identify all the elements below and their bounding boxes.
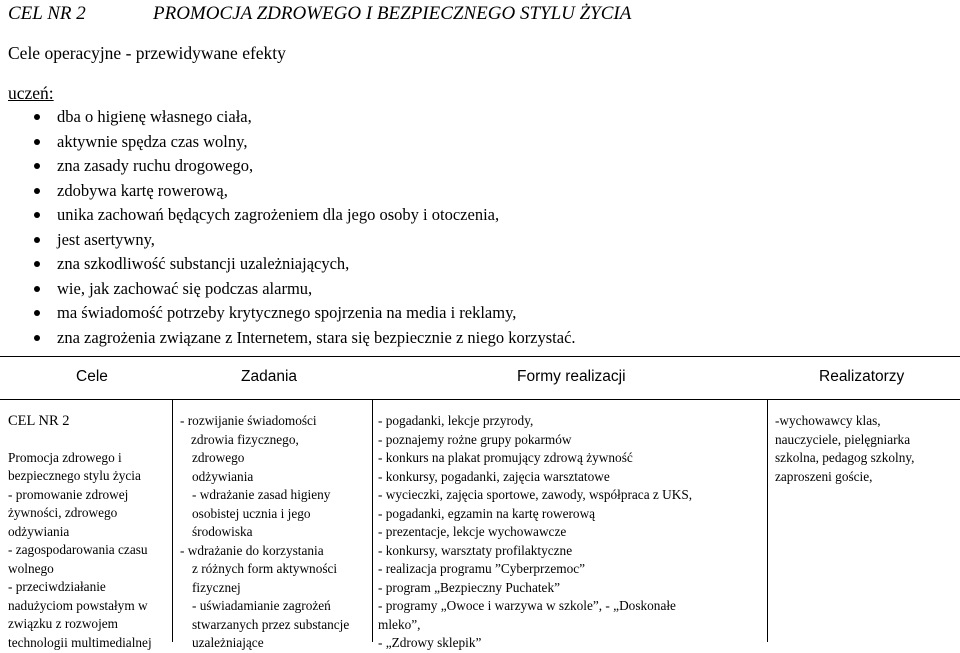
header-realizatorzy: Realizatorzy <box>819 368 905 385</box>
column-divider <box>172 400 173 642</box>
list-item: zdobywa kartę rowerową, <box>0 180 576 205</box>
uczen-label: uczeń: <box>8 83 54 103</box>
goal-number: CEL NR 2 <box>8 3 86 24</box>
goal-title: PROMOCJA ZDROWEGO I BEZPIECZNEGO STYLU ŻYCIA <box>153 3 632 24</box>
list-item: zna zasady ruchu drogowego, <box>0 155 576 180</box>
list-item: ma świadomość potrzeby krytycznego spojrzenia na media i reklamy, <box>0 302 576 327</box>
cell-formy: - pogadanki, lekcje przyrody, - poznajemy rożne grupy pokarmów - konkurs na plakat promujący zdrową żywność - konkursy, pogadanki, zajęcia warsztatowe - wycieczki, zajęcia sportowe, zawody, współpraca z UKS, - pogadanki, egzamin na kartę rowerową - prezentacje, lekcje wychowawcze - konkursy, warsztaty profilaktyczne - realizacja programu ”Cyberprzemoc” - program „Bezpieczny Puchatek” - programy „Owoce i warzywa w szkole”, - „Doskonałe mleko”, - „Zdrowy sklepik” <box>378 413 693 650</box>
table-header-row <box>0 366 960 392</box>
bullet-icon <box>34 114 40 120</box>
bullet-icon <box>34 237 40 243</box>
bullet-icon <box>34 188 40 194</box>
section-subtitle: Cele operacyjne - przewidywane efekty <box>8 43 286 63</box>
list-item: zna szkodliwość substancji uzależniających, <box>0 253 576 278</box>
bullet-icon <box>34 310 40 316</box>
goals-list <box>0 106 576 351</box>
table-top-border <box>0 356 960 357</box>
bullet-icon <box>34 261 40 267</box>
column-divider <box>372 400 373 642</box>
cell-goal-number: CEL NR 2 <box>8 413 70 429</box>
list-item: zna zagrożenia związane z Internetem, stara się bezpiecznie z niego korzystać. <box>0 327 576 352</box>
bullet-icon <box>34 286 40 292</box>
table-header-border <box>0 399 960 400</box>
column-divider <box>767 400 768 642</box>
document-header <box>8 3 632 25</box>
cell-cele: CEL NR 2 Promocja zdrowego i bezpiecznego stylu życia - promowanie zdrowej żywności, zdrowego odżywiania - zagospodarowania czasu wolnego - przeciwdziałanie nadużyciom powstałym w związku z rozwojem technologii multimedialnej <box>8 412 168 652</box>
list-item: aktywnie spędza czas wolny, <box>0 131 576 156</box>
bullet-icon <box>34 212 40 218</box>
header-zadania: Zadania <box>241 368 298 385</box>
cell-realizatorzy: -wychowawcy klas, nauczyciele, pielęgniarka szkolna, pedagog szkolny, zaproszeni goście, <box>775 413 915 484</box>
list-item: wie, jak zachować się podczas alarmu, <box>0 278 576 303</box>
bullet-icon <box>34 139 40 145</box>
header-formy: Formy realizacji <box>517 368 626 385</box>
bullet-icon <box>34 335 40 341</box>
bullet-icon <box>34 163 40 169</box>
list-item: jest asertywny, <box>0 229 576 254</box>
list-item: dba o higienę własnego ciała, <box>0 106 576 131</box>
list-item: unika zachowań będących zagrożeniem dla jego osoby i otoczenia, <box>0 204 576 229</box>
header-cele: Cele <box>76 368 108 385</box>
cell-zadania: - rozwijanie świadomości zdrowia fizycznego, zdrowego odżywiania - wdrażanie zasad higieny osobistej ucznia i jego środowiska - wdrażanie do korzystania z różnych form aktywności fizycznej - uświadamianie zagrożeń stwarzanych przez substancje uzależniające <box>180 413 350 650</box>
